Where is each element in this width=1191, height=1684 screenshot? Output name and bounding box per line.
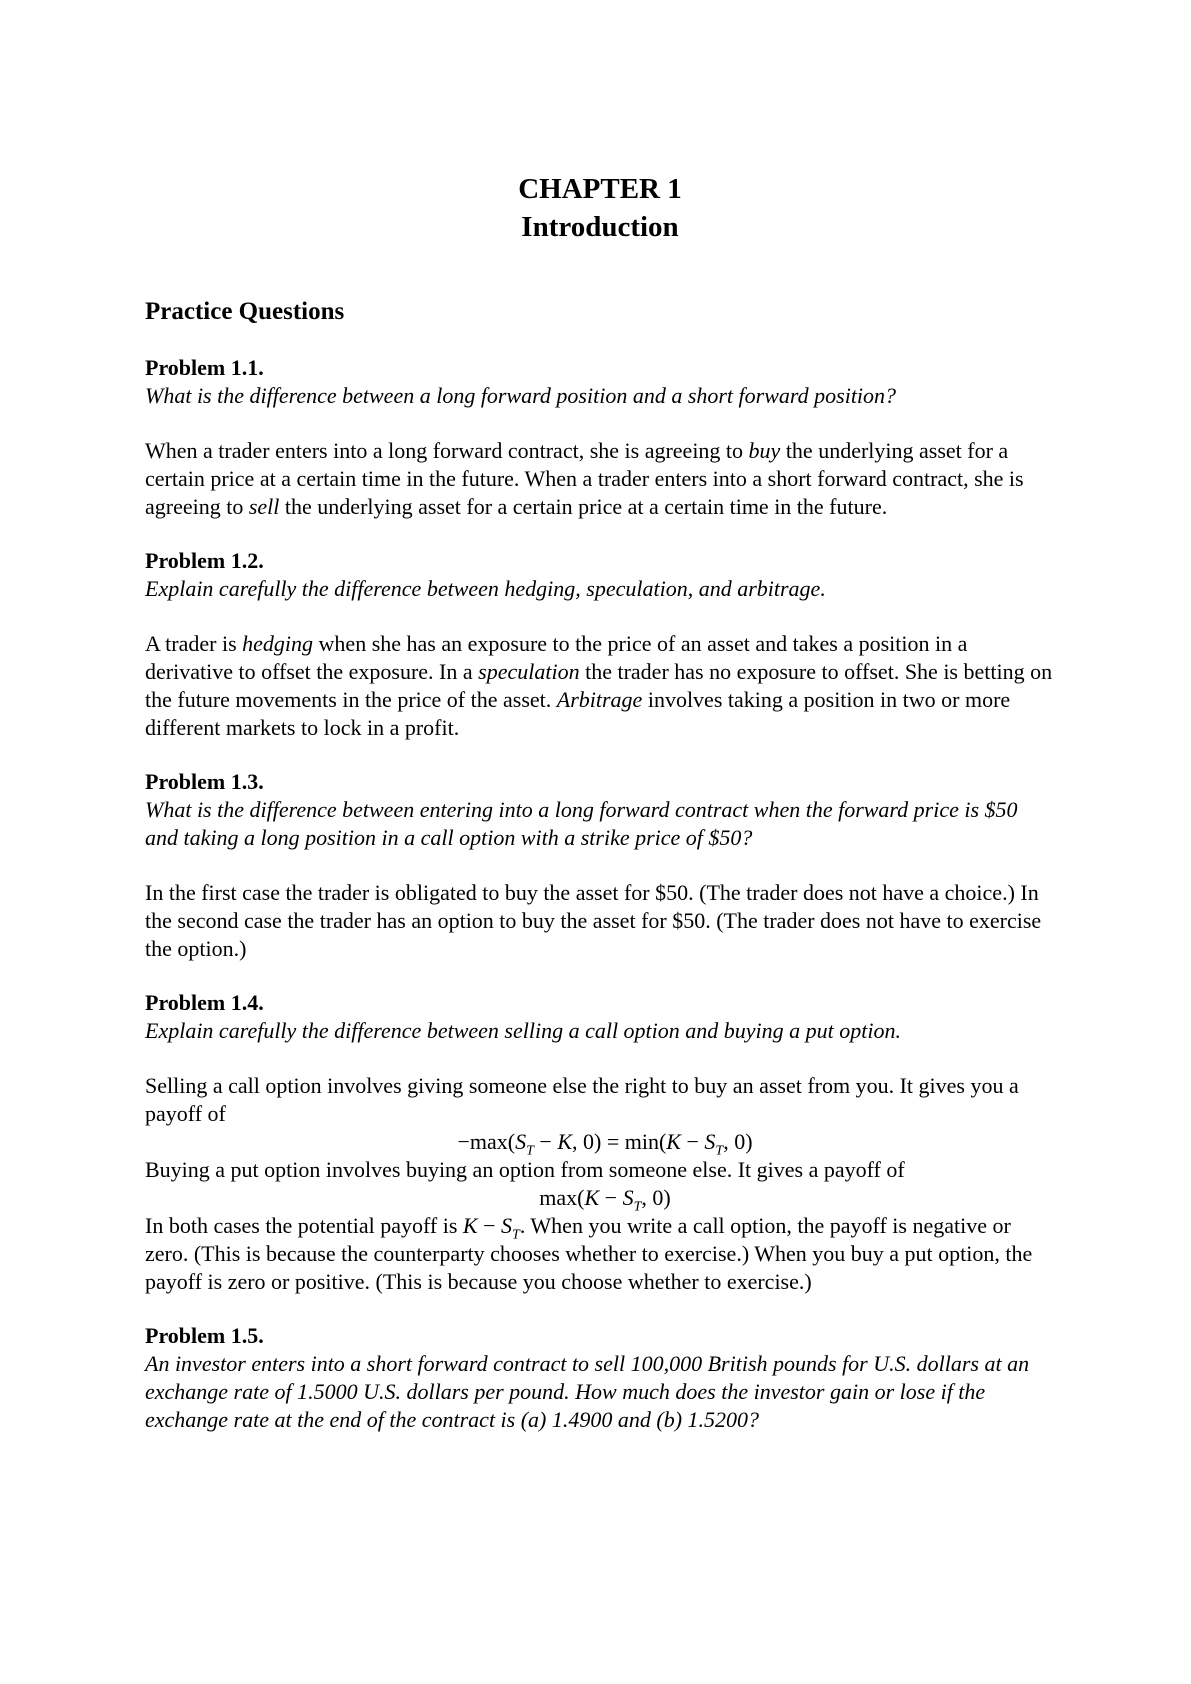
problem-answer-closing: [145, 1212, 1055, 1296]
answer-emphasis: buy: [748, 438, 781, 463]
answer-text: the trader has no exposure to offset. She is betting on the future movements in the price of the asset.: [145, 659, 1053, 712]
problem-answer-middle: Buying a put option involves buying an option from someone else. It gives a payoff of: [145, 1157, 905, 1182]
problem-1-2: [145, 547, 1055, 742]
answer-text: When a trader enters into a long forward contract, she is agreeing to: [145, 438, 749, 463]
problem-answer: In the first case the trader is obligated to buy the asset for $50. (The trader does not have a choice.) In the second case the trader has an option to buy the asset for $50. (The trader does not have to exercise the option.): [145, 880, 1042, 961]
problem-question: Explain carefully the difference between selling a call option and buying a put option.: [145, 1018, 901, 1043]
problem-question: What is the difference between entering into a long forward contract when the forward price is $50 and taking a long position in a call option with a strike price of $50?: [145, 797, 1018, 850]
chapter-label: CHAPTER 1: [518, 173, 682, 205]
document-page: [145, 170, 1055, 1434]
answer-text: the underlying asset for a certain price at a certain time in the future.: [279, 494, 888, 519]
problem-answer: [145, 630, 1055, 742]
payoff-formula-call: $-\max(S_T - K$, $0) = \min(K - S_T$, 0): [457, 1129, 753, 1159]
answer-text: In both cases the potential payoff is: [145, 1213, 463, 1238]
answer-text: involves taking a position in two or more different markets to lock in a profit.: [145, 687, 1011, 740]
problem-question: An investor enters into a short forward contract to sell 100,000 British pounds for U.S. dollars at an exchange rate of 1.5000 U.S. dollars per pound. How much does the investor gain or lose if the exchange rate at the end of the contract is (a) 1.4900 and (b) 1.5200?: [145, 1351, 1030, 1432]
inline-formula: $K - S_T$: [462, 1213, 520, 1243]
answer-emphasis: hedging: [242, 631, 314, 656]
answer-emphasis: speculation: [478, 659, 580, 684]
answer-text: A trader is: [145, 631, 243, 656]
answer-text: the underlying asset for a certain price at a certain time in the future. When a trader enters into a short forward contract, she is agreeing to: [145, 438, 1024, 519]
problem-1-3: [145, 768, 1055, 963]
problem-title: Problem 1.3.: [145, 769, 264, 794]
chapter-title: Introduction: [521, 211, 679, 243]
problem-title: Problem 1.5.: [145, 1323, 264, 1348]
problem-1-4: [145, 989, 1055, 1296]
problem-question: Explain carefully the difference between hedging, speculation, and arbitrage.: [145, 576, 826, 601]
problem-answer: [145, 437, 1055, 521]
answer-text: . When you write a call option, the payoff is negative or zero. (This is because the counterparty chooses whether to exercise.) When you buy a put option, the payoff is zero or positive. (This is because you choose whether to exercise.): [145, 1213, 1033, 1294]
problem-title: Problem 1.4.: [145, 990, 264, 1015]
problem-title: Problem 1.2.: [145, 548, 264, 573]
problem-question: What is the difference between a long forward position and a short forward position?: [145, 383, 897, 408]
problem-title: Problem 1.1.: [145, 355, 264, 380]
problem-1-5: [145, 1322, 1055, 1434]
payoff-formula-put: $\max(K - S_T$, 0): [539, 1185, 671, 1215]
answer-emphasis: sell: [248, 494, 280, 519]
section-title: Practice Questions: [145, 298, 345, 325]
problem-1-1: [145, 354, 1055, 521]
problem-answer-intro: Selling a call option involves giving someone else the right to buy an asset from you. It gives you a payoff of: [145, 1073, 1019, 1126]
answer-emphasis: Arbitrage: [556, 687, 643, 712]
answer-text: when she has an exposure to the price of an asset and takes a position in a derivative to offset the exposure. In a: [145, 631, 968, 684]
